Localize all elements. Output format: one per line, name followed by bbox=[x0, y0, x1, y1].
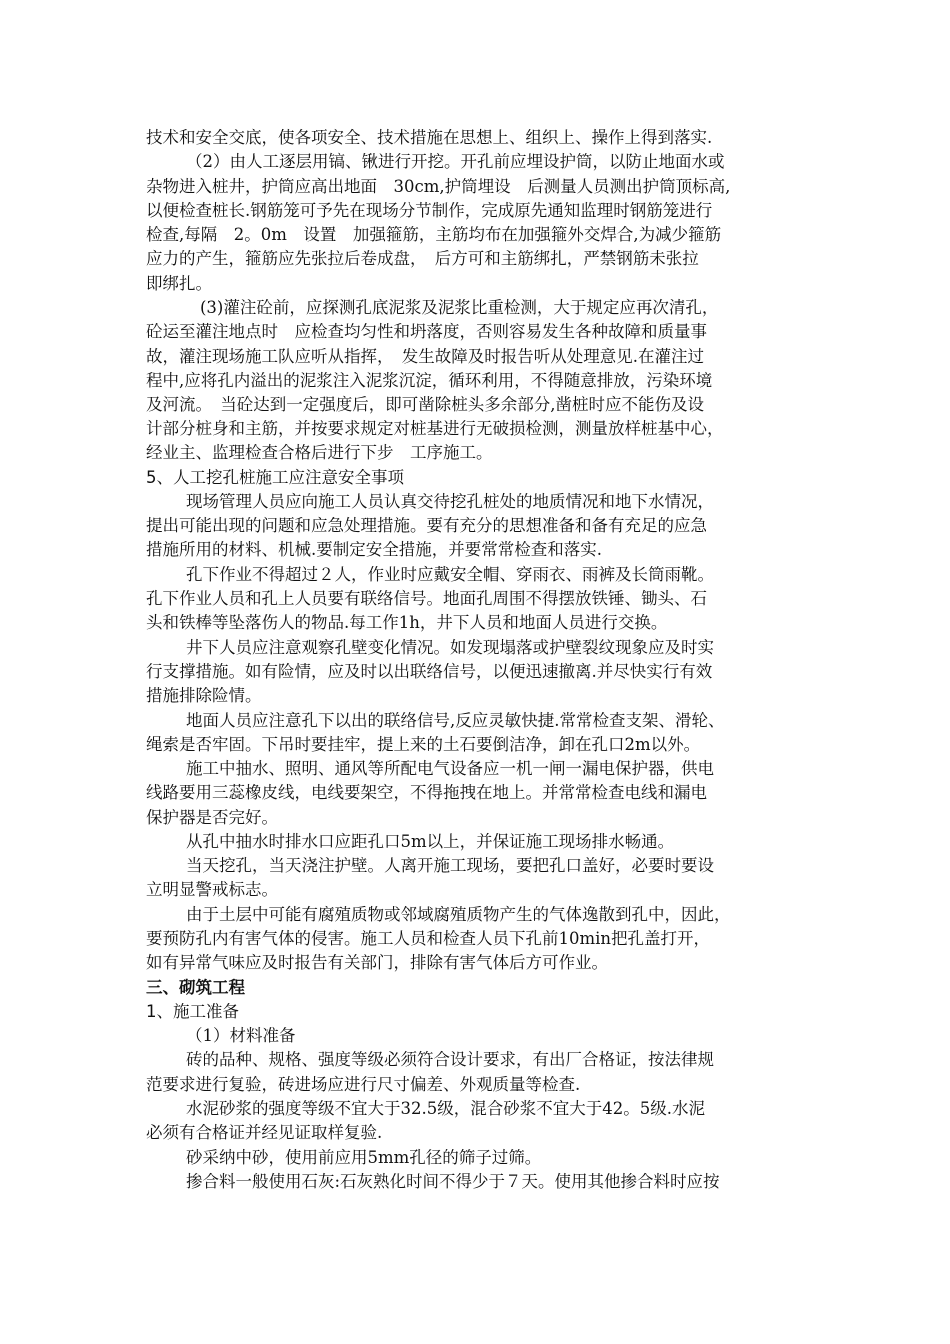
text-line: 如有异常气味应及时报告有关部门，排除有害气体后方可作业。 bbox=[146, 953, 608, 972]
text-line: 计部分桩身和主筋，并按要求规定对桩基进行无破损检测，测量放样桩基中心， bbox=[146, 419, 724, 438]
section-heading: 1、施工准备 bbox=[146, 1002, 239, 1021]
text-line: 故，灌注现场施工队应听从指挥， 发生故障及时报告听从处理意见.在灌注过 bbox=[146, 347, 704, 366]
text-line: 砖的品种、规格、强度等级必须符合设计要求，有出厂合格证，按法律规 bbox=[186, 1050, 714, 1069]
text-line: 孔下作业人员和孔上人员要有联络信号。地面孔周围不得摆放铁锤、锄头、石 bbox=[146, 589, 707, 608]
text-line: 绳索是否牢固。下吊时要挂牢，提上来的土石要倒洁净，卸在孔口2m以外。 bbox=[146, 735, 701, 754]
text-line: 及河流。 当砼达到一定强度后，即可凿除桩头多余部分,凿桩时应不能伤及设 bbox=[146, 395, 704, 414]
text-line: 由于土层中可能有腐殖质物或邻域腐殖质物产生的气体逸散到孔中，因此， bbox=[186, 905, 731, 924]
text-line: 即绑扎。 bbox=[146, 274, 212, 293]
text-line: 砂采纳中砂，使用前应用5mm孔径的筛子过筛。 bbox=[186, 1148, 542, 1167]
text-line: 掺合料一般使用石灰:石灰熟化时间不得少于７天。使用其他掺合料时应按 bbox=[186, 1172, 720, 1191]
text-line: (3)灌注砼前，应探测孔底泥浆及泥浆比重检测，大于规定应再次清孔， bbox=[200, 298, 719, 317]
text-line: 必须有合格证并经见证取样复验. bbox=[146, 1123, 383, 1142]
text-line: 头和铁棒等坠落伤人的物品.每工作1h，井下人员和地面人员进行交换。 bbox=[146, 613, 668, 632]
text-line: 地面人员应注意孔下以出的联络信号,反应灵敏快捷.常常检查支架、滑轮、 bbox=[186, 711, 725, 730]
text-line: 从孔中抽水时排水口应距孔口5m以上，并保证施工现场排水畅通。 bbox=[186, 832, 675, 851]
text-line: 施工中抽水、照明、通风等所配电气设备应一机一闸一漏电保护器，供电 bbox=[186, 759, 714, 778]
text-line: 技术和安全交底，使各项安全、技术措施在思想上、组织上、操作上得到落实. bbox=[146, 128, 713, 147]
text-line: 检查,每隔 2。0m 设置 加强箍筋，主筋均布在加强箍外交焊合,为减少箍筋 bbox=[146, 225, 722, 244]
text-line: 水泥砂浆的强度等级不宜大于32.5级，混合砂浆不宜大于42。5级.水泥 bbox=[186, 1099, 705, 1118]
text-line: 程中,应将孔内溢出的泥浆注入泥浆沉淀，循环利用，不得随意排放，污染环境 bbox=[146, 371, 713, 390]
text-line: 经业主、监理检查合格后进行下步 工序施工。 bbox=[146, 443, 493, 462]
text-line: 现场管理人员应向施工人员认真交待挖孔桩处的地质情况和地下水情况， bbox=[186, 492, 714, 511]
text-line: （2）由人工逐层用镐、锹进行开挖。开孔前应埋设护筒，以防止地面水或 bbox=[186, 152, 725, 171]
text-line: 要预防孔内有害气体的侵害。施工人员和检查人员下孔前10min把孔盖打开， bbox=[146, 929, 711, 948]
text-line: 当天挖孔，当天浇注护壁。人离开施工现场，要把孔口盖好，必要时要设 bbox=[186, 856, 714, 875]
chapter-heading: 三、砌筑工程 bbox=[146, 978, 245, 997]
subsection-heading: （1）材料准备 bbox=[186, 1026, 296, 1045]
text-line: 以便检查桩长.钢筋笼可予先在现场分节制作，完成原先通知监理时钢筋笼进行 bbox=[146, 201, 713, 220]
text-line: 孔下作业不得超过２人，作业时应戴安全帽、穿雨衣、雨裤及长筒雨靴。 bbox=[186, 565, 714, 584]
text-line: 杂物进入桩井，护筒应高出地面 30cm,护筒埋设 后测量人员测出护筒顶标高, bbox=[146, 177, 731, 196]
section-heading: 5、人工挖孔桩施工应注意安全事项 bbox=[146, 468, 404, 487]
text-line: 措施排除险情。 bbox=[146, 686, 262, 705]
text-line: 措施所用的材料、机械.要制定安全措施，并要常常检查和落实. bbox=[146, 540, 602, 559]
text-line: 立明显警戒标志。 bbox=[146, 880, 278, 899]
text-line: 行支撑措施。如有险情，应及时以出联络信号，以便迅速撤离.并尽快实行有效 bbox=[146, 662, 713, 681]
text-line: 井下人员应注意观察孔壁变化情况。如发现塌落或护壁裂纹现象应及时实 bbox=[186, 638, 714, 657]
text-line: 线路要用三蕊橡皮线，电线要架空，不得拖拽在地上。并常常检查电线和漏电 bbox=[146, 783, 707, 802]
text-line: 应力的产生，箍筋应先张拉后卷成盘， 后方可和主筋绑扎，严禁钢筋未张拉 bbox=[146, 249, 699, 268]
text-line: 保护器是否完好。 bbox=[146, 808, 278, 827]
text-line: 范要求进行复验，砖进场应进行尺寸偏差、外观质量等检查. bbox=[146, 1075, 581, 1094]
text-line: 砼运至灌注地点时 应检查均匀性和坍落度，否则容易发生各种故障和质量事 bbox=[146, 322, 707, 341]
text-line: 提出可能出现的问题和应急处理措施。要有充分的思想准备和备有充足的应急 bbox=[146, 516, 707, 535]
